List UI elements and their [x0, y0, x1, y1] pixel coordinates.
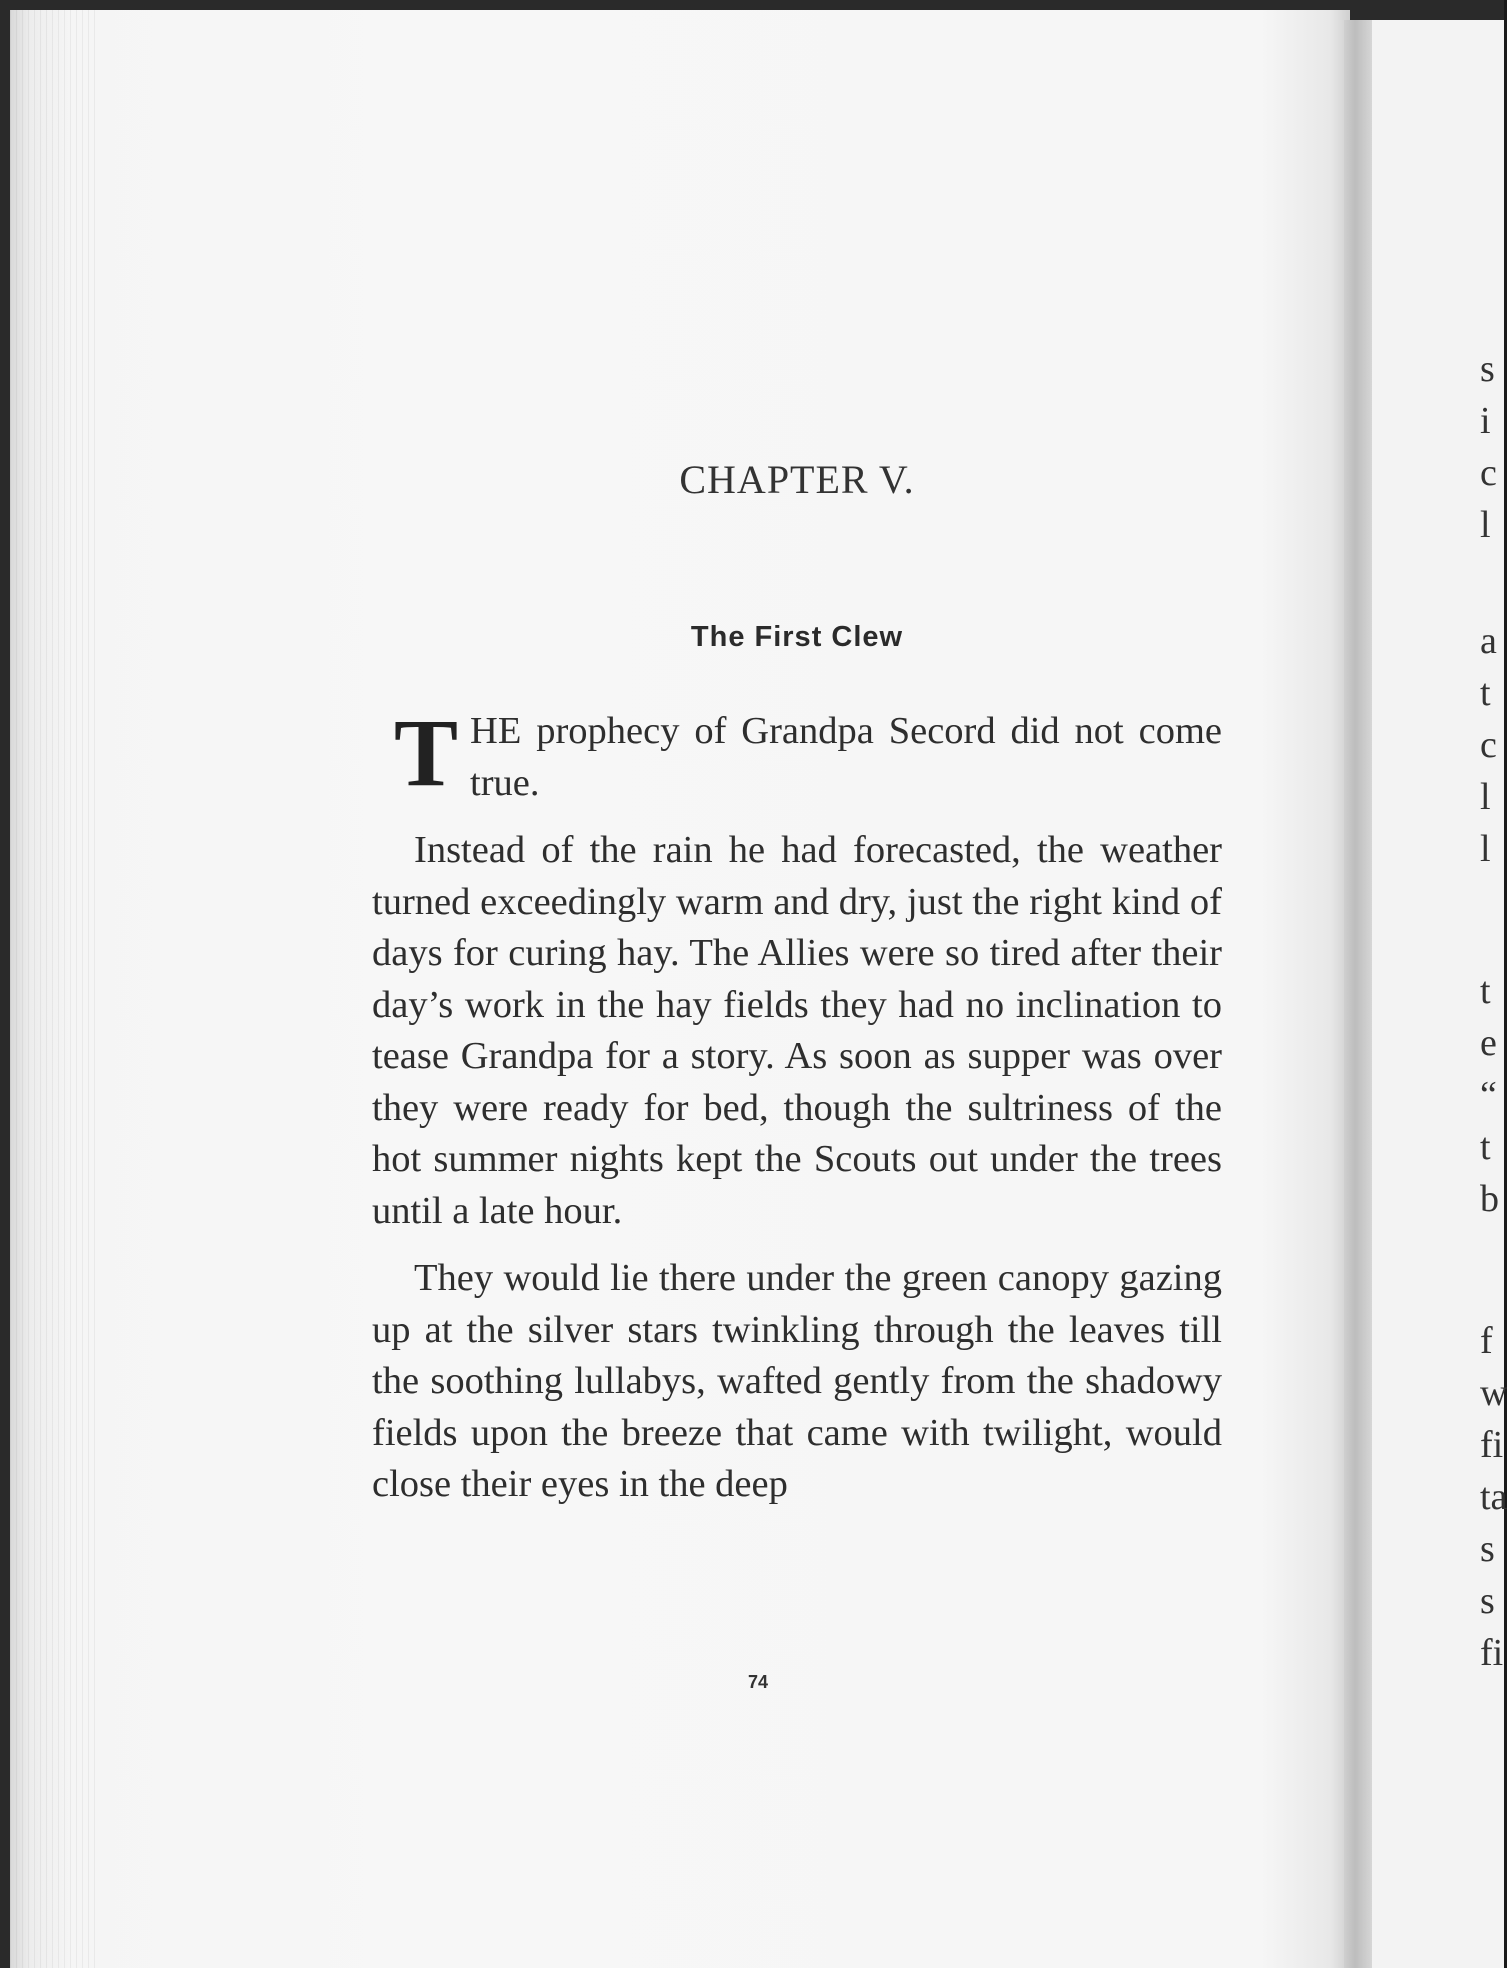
right-fragment: b — [1480, 1178, 1499, 1220]
right-fragment: l — [1480, 828, 1491, 870]
right-fragment: fi — [1480, 1632, 1504, 1674]
right-fragment: t — [1480, 970, 1491, 1012]
page-edges — [10, 10, 100, 1968]
right-fragment: l — [1480, 776, 1491, 818]
right-fragment: fi — [1480, 1424, 1504, 1466]
right-fragment: l — [1480, 504, 1491, 546]
page-text — [372, 456, 1222, 1511]
right-fragment: ta — [1480, 1476, 1507, 1518]
page-number: 74 — [748, 1672, 769, 1692]
right-fragment: s — [1480, 1580, 1495, 1622]
drop-cap: T — [394, 699, 459, 806]
paragraph-2: Instead of the rain he had forecasted, the weather turned exceedingly warm and dry, just the right kind of days for curing hay. The Allies were so tired after their day’s work in the hay fields they had no inclination to tease Grandpa for a story. As soon as supper was over they were ready for bed, though the sultriness of the hot summer nights kept the Scouts out under the trees until a late hour. — [372, 829, 1222, 1232]
right-fragment: t — [1480, 1126, 1491, 1168]
right-fragment: w — [1480, 1372, 1507, 1414]
right-fragment: “ — [1480, 1074, 1497, 1116]
right-fragment: a — [1480, 620, 1497, 662]
book-gutter — [1344, 20, 1372, 1968]
chapter-heading: CHAPTER V. — [679, 457, 915, 502]
right-fragment: i — [1480, 400, 1491, 442]
right-fragment: t — [1480, 672, 1491, 714]
right-fragment: c — [1480, 724, 1497, 766]
right-fragment: e — [1480, 1022, 1497, 1064]
right-fragment: f — [1480, 1320, 1493, 1362]
right-fragment: s — [1480, 1528, 1495, 1570]
chapter-title: The First Clew — [690, 621, 904, 653]
paragraph-1-text: HE prophecy of Grandpa Secord did not come true. — [470, 710, 1222, 804]
paragraph-3: They would lie there under the green canopy gazing up at the silver stars twinkling through the leaves till the soothing lullabys, wafted gently from the shadowy fields upon the breeze that came with twilight, would close their eyes in the deep — [372, 1257, 1222, 1505]
right-fragment: s — [1480, 348, 1495, 390]
paragraph-1 — [372, 699, 1222, 809]
right-fragment: c — [1480, 452, 1497, 494]
